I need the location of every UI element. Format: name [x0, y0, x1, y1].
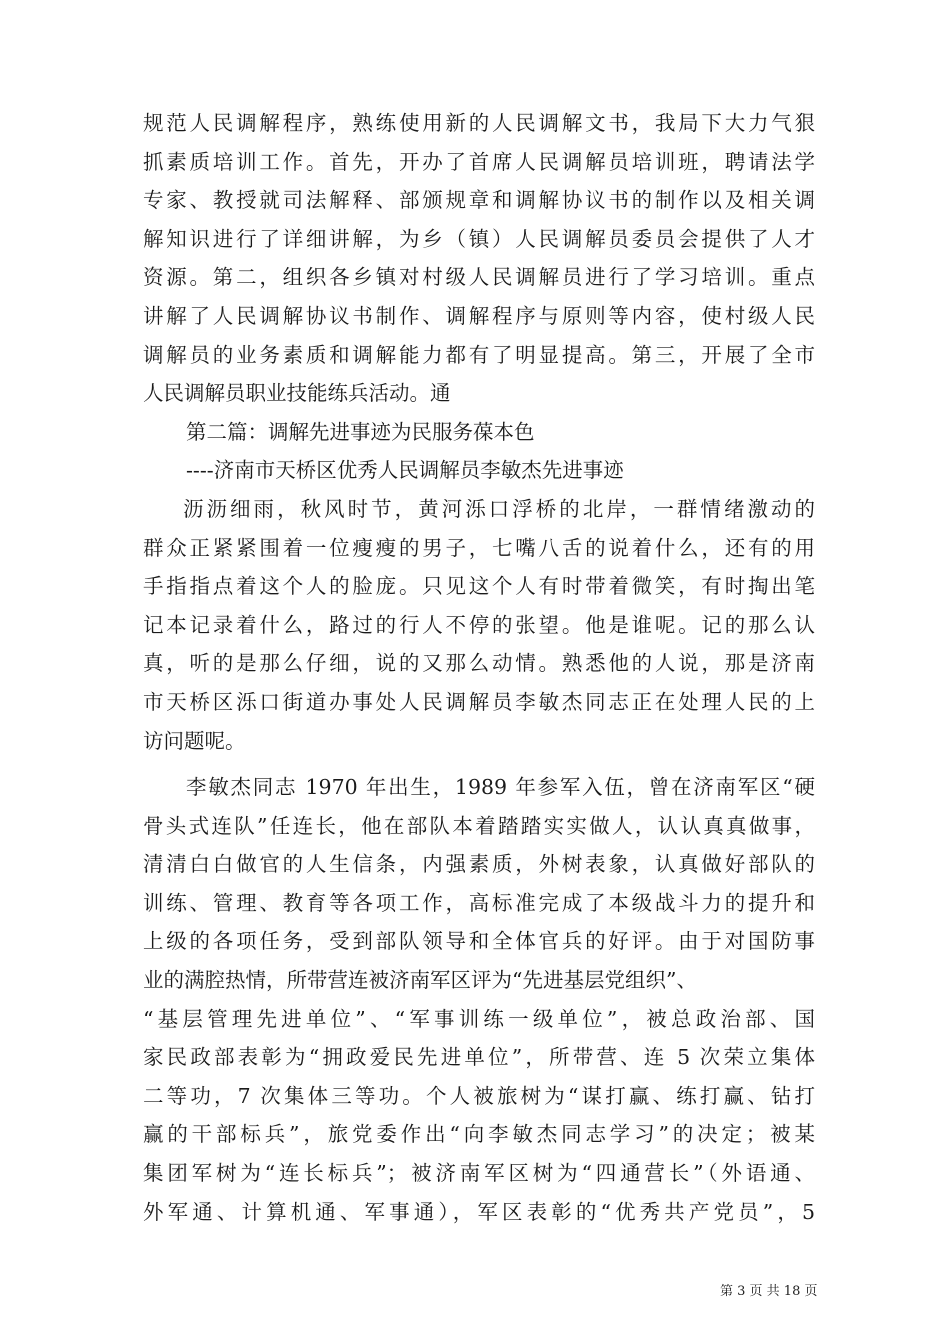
paragraph-3	[143, 768, 815, 1231]
text-line: 专家、教授就司法解释、部颁规章和调解协议书的制作以及相关调	[143, 188, 815, 213]
text-line: 沥沥细雨，秋风时节，黄河泺口浮桥的北岸，一群情绪激动的	[183, 496, 815, 521]
text-line: 训练、管理、教育等各项工作，高标准完成了本级战斗力的提升和	[143, 890, 815, 915]
paragraph-1	[143, 104, 815, 413]
section-subtitle: ----济南市天桥区优秀人民调解员李敏杰先进事迹	[186, 458, 624, 483]
text-line: 业的满腔热情，所带营连被济南军区评为“先进基层党组织”、	[143, 968, 697, 993]
text-line: 集团军树为“连长标兵”；被济南军区树为“四通营长”（外语通、	[143, 1161, 815, 1186]
page-footer	[0, 1284, 950, 1300]
text-line: 人民调解员职业技能练兵活动。通	[143, 381, 451, 406]
text-line: 二等功，7 次集体三等功。个人被旅树为“谋打赢、练打赢、钻打	[143, 1083, 815, 1108]
document-body	[143, 104, 815, 1231]
text-line: 清清白白做官的人生信条，内强素质，外树表象，认真做好部队的	[143, 852, 815, 877]
text-line: 访问题呢。	[143, 728, 246, 753]
text-line: 市天桥区泺口街道办事处人民调解员李敏杰同志正在处理人民的上	[143, 689, 815, 714]
page-number-label: 第 3 页 共 18 页	[720, 1284, 818, 1299]
section-title: 第二篇：调解先进事迹为民服务葆本色	[186, 419, 535, 444]
text-line: 调解员的业务素质和调解能力都有了明显提高。第三，开展了全市	[143, 342, 815, 367]
text-line: 家民政部表彰为“拥政爱民先进单位”，所带营、连 5 次荣立集体	[143, 1045, 815, 1070]
text-line: 解知识进行了详细讲解，为乡（镇）人民调解员委员会提供了人才	[143, 226, 815, 251]
text-line: 资源。第二，组织各乡镇对村级人民调解员进行了学习培训。重点	[143, 265, 815, 290]
text-line: 手指指点着这个人的脸庞。只见这个人有时带着微笑，有时掏出笔	[143, 574, 815, 599]
text-line: 骨头式连队”任连长，他在部队本着踏踏实实做人，认认真真做事，	[143, 813, 815, 838]
text-line: 记本记录着什么，路过的行人不停的张望。他是谁呢。记的那么认	[143, 612, 815, 637]
text-line: 赢的干部标兵”，旅党委作出“向李敏杰同志学习”的决定；被某	[143, 1122, 815, 1147]
text-line: “基层管理先进单位”、“军事训练一级单位”，被总政治部、国	[143, 1006, 815, 1031]
text-line: 真，听的是那么仔细，说的又那么动情。熟悉他的人说，那是济南	[143, 651, 815, 676]
text-line: 讲解了人民调解协议书制作、调解程序与原则等内容，使村级人民	[143, 303, 815, 328]
text-line: 上级的各项任务，受到部队领导和全体官兵的好评。由于对国防事	[143, 929, 815, 954]
text-line: 群众正紧紧围着一位瘦瘦的男子，七嘴八舌的说着什么，还有的用	[143, 535, 815, 560]
text-line: 规范人民调解程序，熟练使用新的人民调解文书，我局下大力气狠	[143, 111, 815, 135]
paragraph-2	[143, 490, 815, 760]
text-line: 抓素质培训工作。首先，开办了首席人民调解员培训班，聘请法学	[143, 149, 815, 174]
text-line: 李敏杰同志 1970 年出生，1989 年参军入伍，曾在济南军区“硬	[186, 775, 815, 800]
text-line: 外军通、计算机通、军事通），军区表彰的“优秀共产党员”，5	[143, 1199, 815, 1224]
